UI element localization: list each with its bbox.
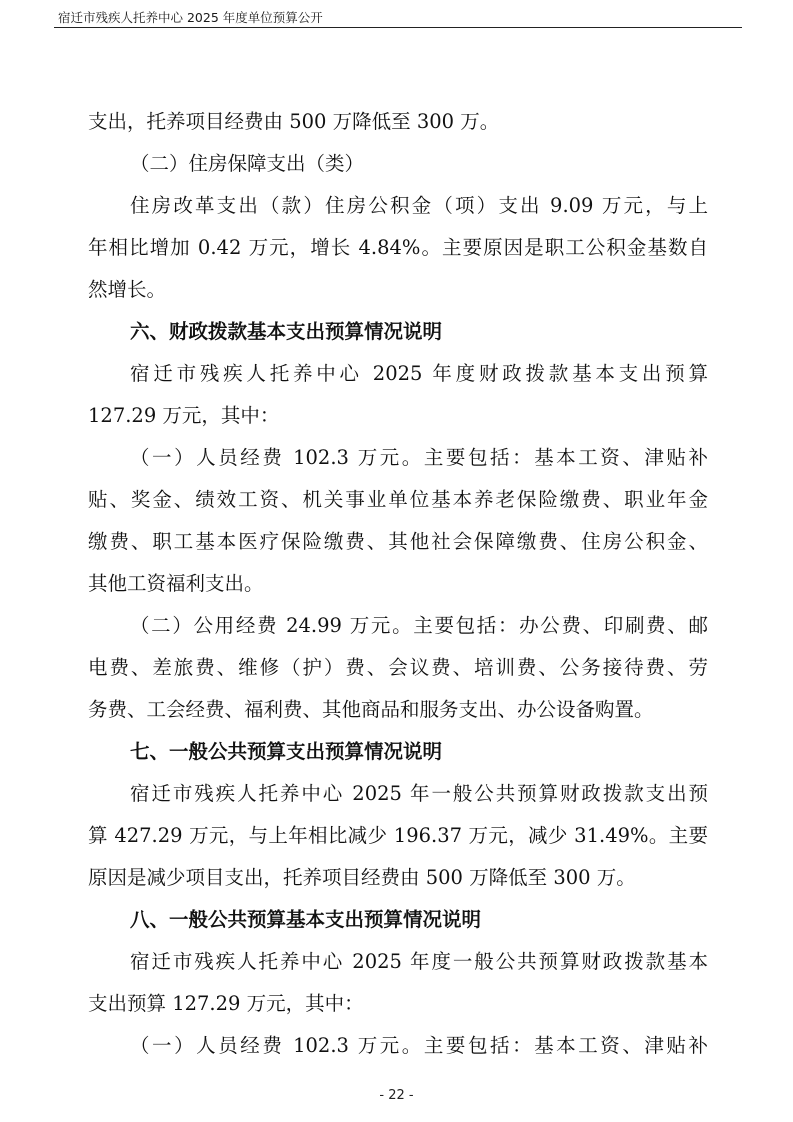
section-heading-7: 七、一般公共预算支出预算情况说明	[130, 740, 443, 763]
paragraph-line: 务费、工会经费、福利费、其他商品和服务支出、办公设备购置。	[88, 698, 654, 721]
paragraph-line: 127.29 万元，其中：	[88, 404, 280, 427]
paragraph-line: 电费、差旅费、维修（护）费、会议费、培训费、公务接待费、劳	[88, 656, 708, 679]
paragraph-line: 宿迁市残疾人托养中心 2025 年一般公共预算财政拨款支出预	[130, 782, 708, 805]
paragraph-line: 宿迁市残疾人托养中心 2025 年度一般公共预算财政拨款基本	[130, 950, 708, 973]
document-header-title: 宿迁市残疾人托养中心 2025 年度单位预算公开	[58, 10, 323, 25]
paragraph-line: 支出预算 127.29 万元，其中：	[88, 992, 364, 1015]
paragraph-line: 年相比增加 0.42 万元，增长 4.84%。主要原因是职工公积金基数自	[88, 236, 708, 259]
section-heading-6: 六、财政拨款基本支出预算情况说明	[130, 320, 443, 343]
subsection-heading-housing: （二）住房保障支出（类）	[130, 152, 365, 175]
paragraph-line: （一）人员经费 102.3 万元。主要包括：基本工资、津贴补	[130, 446, 708, 469]
paragraph-line: （一）人员经费 102.3 万元。主要包括：基本工资、津贴补	[130, 1034, 708, 1057]
paragraph-line: 原因是减少项目支出，托养项目经费由 500 万降低至 300 万。	[88, 866, 636, 889]
page-number: - 22 -	[379, 1088, 414, 1103]
header-divider	[54, 27, 742, 28]
paragraph-line: （二）公用经费 24.99 万元。主要包括：办公费、印刷费、邮	[130, 614, 708, 637]
paragraph-line: 贴、奖金、绩效工资、机关事业单位基本养老保险缴费、职业年金	[88, 488, 708, 511]
section-heading-8: 八、一般公共预算基本支出预算情况说明	[130, 908, 482, 931]
paragraph-line: 算 427.29 万元，与上年相比减少 196.37 万元，减少 31.49%。主要	[88, 824, 708, 847]
paragraph-line: 缴费、职工基本医疗保险缴费、其他社会保障缴费、住房公积金、	[88, 530, 708, 553]
paragraph-line: 其他工资福利支出。	[88, 572, 264, 595]
paragraph-line: 然增长。	[88, 278, 167, 301]
paragraph-line: 住房改革支出（款）住房公积金（项）支出 9.09 万元，与上	[130, 194, 708, 217]
paragraph-line: 支出，托养项目经费由 500 万降低至 300 万。	[88, 110, 500, 133]
paragraph-line: 宿迁市残疾人托养中心 2025 年度财政拨款基本支出预算	[130, 362, 708, 385]
